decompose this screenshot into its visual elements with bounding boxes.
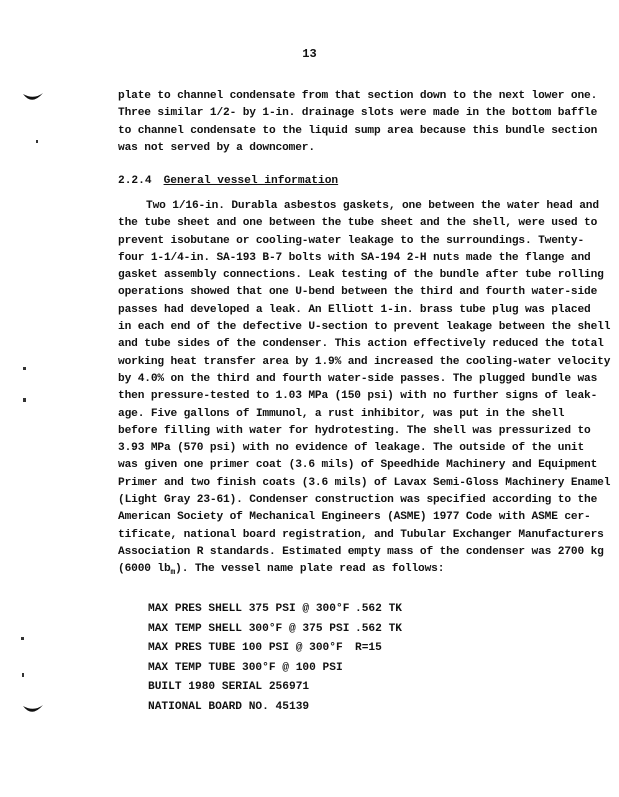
text-fragment: ). The vessel name plate read as follows: [175, 563, 445, 576]
text-line: tificate, national board registration, and Tubular Exchanger Manufacturers [118, 528, 604, 541]
text-fragment: (6000 lb [118, 563, 171, 576]
scan-speck [21, 637, 24, 640]
top-paragraph [118, 88, 598, 157]
text-line: Three similar 1/2- by 1-in. drainage slots were made in the bottom baffle [118, 107, 598, 120]
text-line: 3.93 MPa (570 psi) with no evidence of leakage. The outside of the unit [118, 442, 585, 455]
binding-hole-mark-bottom [22, 702, 44, 718]
text-line: to channel condensate to the liquid sump area because this bundle section [118, 124, 598, 137]
text-line: age. Five gallons of Immunol, a rust inhibitor, was put in the shell [118, 407, 565, 420]
text-line: Association R standards. Estimated empty mass of the condenser was 2700 kg [118, 545, 604, 558]
name-plate-row [148, 678, 568, 698]
name-plate-value: .562 TK [355, 603, 402, 615]
text-line: (Light Gray 23-61). Condenser construction was specified according to the [118, 494, 598, 507]
section-heading [118, 173, 338, 190]
name-plate-row [148, 620, 568, 640]
name-plate-entry: BUILT 1980 SERIAL 256971 [148, 681, 310, 694]
text-line: was given one primer coat (3.6 mils) of Speedhide Machinery and Equipment [118, 459, 598, 472]
text-line: before filling with water for hydrotesting. The shell was pressurized to [118, 424, 591, 437]
section-number: 2.2.4 [118, 175, 152, 187]
scan-speck [36, 140, 38, 143]
text-line: then pressure-tested to 1.03 MPa (150 psi) with no further signs of leak- [118, 390, 598, 403]
name-plate-row [148, 639, 568, 659]
name-plate-entry: NATIONAL BOARD NO. 45139 [148, 700, 310, 713]
name-plate-row [148, 659, 568, 679]
text-line: prevent isobutane or cooling-water leakage to the surroundings. Twenty- [118, 234, 585, 247]
text-line: the tube sheet and one between the tube sheet and the shell, were used to [118, 217, 598, 230]
name-plate-value: .562 TK [355, 622, 402, 635]
scan-speck [23, 398, 26, 402]
name-plate-value: R=15 [355, 642, 382, 655]
text-line: by 4.0% on the third and fourth water-side passes. The plugged bundle was [118, 372, 598, 385]
text-line: and tube sides of the condenser. This action effectively reduced the total [118, 338, 604, 351]
text-line: Two 1/16-in. Durabla asbestos gaskets, one between the water head and [146, 200, 599, 212]
text-line: operations showed that one U-bend between the third and fourth water-side [118, 286, 598, 299]
text-line: was not served by a downcomer. [118, 141, 315, 154]
name-plate-row [148, 600, 568, 620]
text-line: gasket assembly connections. Leak testing of the bundle after tube rolling [118, 269, 604, 282]
name-plate-entry: MAX TEMP SHELL 300°F @ 375 PSI [148, 622, 350, 635]
binding-hole-mark-top [22, 90, 44, 106]
name-plate-entry: MAX PRES SHELL 375 PSI @ 300°F [148, 603, 350, 615]
scan-speck [22, 673, 24, 677]
text-line [118, 561, 578, 578]
unit-subscript: m [170, 568, 176, 578]
name-plate-entry: MAX PRES TUBE 100 PSI @ 300°F [148, 642, 343, 655]
body-paragraph [118, 198, 611, 579]
name-plate-row [148, 698, 568, 718]
text-line: in each end of the defective U-section to prevent leakage between the shell [118, 321, 611, 334]
text-line: plate to channel condensate from that section down to the next lower one. [118, 90, 598, 102]
scan-speck [23, 367, 26, 370]
name-plate [148, 600, 568, 718]
section-title: General vessel information [163, 175, 339, 187]
name-plate-entry: MAX TEMP TUBE 300°F @ 100 PSI [148, 661, 343, 674]
text-line: passes had developed a leak. An Elliott 1-in. brass tube plug was placed [118, 303, 591, 316]
text-line: working heat transfer area by 1.9% and increased the cooling-water velocity [118, 355, 611, 368]
text-line: American Society of Mechanical Engineers (ASME) 1977 Code with ASME cer- [118, 511, 591, 524]
page-number: 13 [302, 47, 317, 61]
text-line: four 1-1/4-in. SA-193 B-7 bolts with SA-194 2-H nuts made the flange and [118, 251, 591, 264]
text-line: Primer and two finish coats (3.6 mils) of Lavax Semi-Gloss Machinery Enamel [118, 476, 611, 489]
